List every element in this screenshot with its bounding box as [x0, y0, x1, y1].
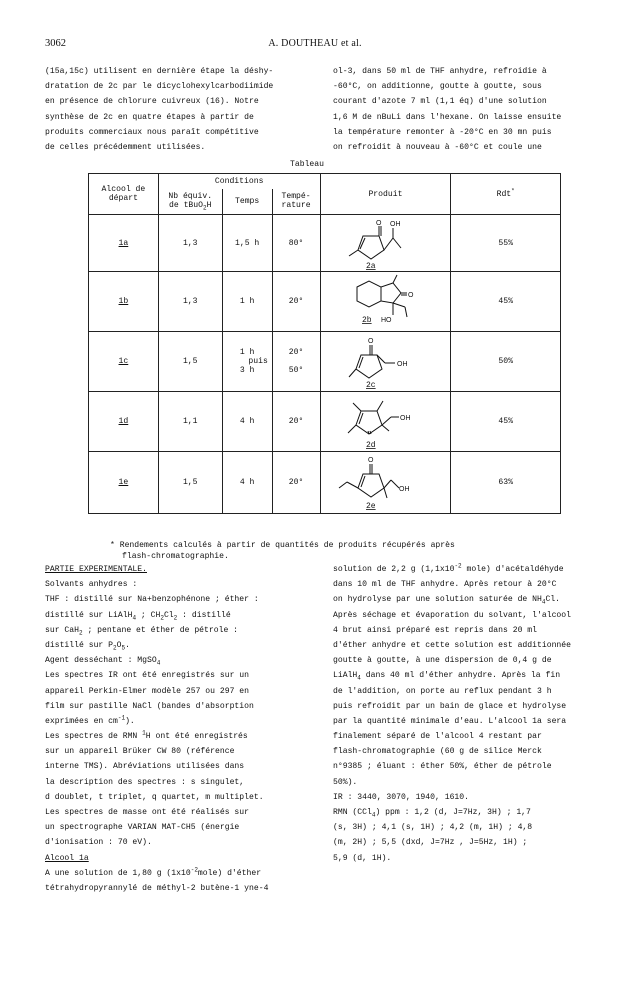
header-conditions: Conditions — [158, 174, 320, 189]
table-row — [89, 215, 561, 272]
section-title: PARTIE EXPERIMENTALE. — [45, 565, 147, 574]
results-table — [88, 173, 561, 514]
text-line: dans 10 ml de THF anhydre. Après retour à 20°C — [333, 580, 557, 590]
text-line: sur un appareil Brüker CW 80 (référence — [45, 747, 235, 757]
text-line: d doublet, t triplet, q quartet, m multiplet. — [45, 792, 264, 802]
page-number: 3062 — [45, 38, 66, 49]
equiv-value: 1,5 — [158, 452, 222, 514]
product-structure-cell — [320, 332, 451, 392]
yield-value: 45% — [451, 392, 561, 452]
text-line: synthèse de 2c en quatre étapes à partir de — [45, 112, 254, 122]
structure-2b-drawing — [335, 273, 435, 331]
text-line: LiAlH$_4$ dans 40 ml d'éther anhydre. Après la fin — [333, 671, 561, 682]
atom-label: OH — [397, 360, 408, 368]
header-equiv-line: de tBuO — [169, 201, 203, 211]
text-line: on hydrolyse par une solution saturée de $NH_4Cl$. — [333, 595, 561, 606]
product-structure-cell — [320, 452, 451, 514]
text-line: finalement séparé de l'alcool 4 restant par — [333, 732, 542, 742]
structure-2a-drawing — [335, 216, 435, 270]
alcool-id: 1b — [118, 297, 129, 306]
yield-value: 55% — [451, 215, 561, 272]
time-value: 4 h — [222, 392, 272, 452]
header-rdt — [451, 174, 561, 215]
yield-value: 50% — [451, 332, 561, 392]
text-line: THF : distillé sur Na+benzophénone ; éther : — [45, 595, 259, 605]
text-line: on refroidit à nouveau à -60°C et coule une — [333, 142, 542, 152]
text-line: la description des spectres : s singulet, — [45, 777, 245, 787]
temp-value: 20° — [272, 272, 320, 332]
time-connector: puis — [248, 357, 268, 366]
atom-label: O — [376, 220, 382, 227]
text-line: -60°C, on additionne, goutte à goutte, sous — [333, 82, 542, 92]
alcool-id: 1c — [118, 357, 129, 366]
alcool-id: 1d — [118, 417, 129, 426]
header-temperature — [272, 189, 320, 215]
text-line: Les spectres IR ont été enregistrés sur un — [45, 671, 249, 681]
alcool-id: 1a — [118, 238, 129, 248]
text-line: distillé sur $P_2O_5$. — [45, 640, 130, 652]
compound-label: 2c — [366, 380, 377, 390]
text-line: un spectrographe VARIAN MAT-CH5 (énergie — [45, 823, 240, 833]
atom-label: OH — [400, 414, 411, 422]
text-line: par la quantité minimale d'eau. L'alcool 1a sera — [333, 716, 567, 726]
text-line: distillé sur LiAlH$_4$ ; $CH_2Cl_2$ : distillé — [45, 610, 231, 622]
table-row — [89, 272, 561, 332]
product-structure-cell — [320, 392, 451, 452]
header-nb-equiv — [158, 189, 222, 215]
atom-label: O — [368, 456, 374, 464]
experimental-left-column — [45, 562, 268, 896]
header-alcool-line: Alcool de — [101, 185, 146, 194]
intro-right-column — [333, 64, 561, 155]
temp-value: 20° — [272, 392, 320, 452]
text-line: A une solution de 1,80 g $(1x10^{-2}mole)$ d'éther — [45, 866, 262, 878]
text-line: interne TMS). Abréviations utilisées dans — [45, 762, 245, 772]
compound-label: 2b — [362, 315, 373, 325]
equiv-value: 1,1 — [158, 392, 222, 452]
text-line: la température remonter à -20°C en 30 mn puis — [333, 127, 552, 137]
alcool-id: 1e — [118, 478, 129, 487]
equiv-value: 1,3 — [158, 215, 222, 272]
text-line: Après séchage et évaporation du solvant, l'alcool — [333, 610, 571, 620]
running-authors: A. DOUTHEAU et al. — [268, 38, 362, 49]
text-line: flash-chromatographie (60 g de silice Merck — [333, 747, 542, 757]
header-produit: Produit — [320, 174, 451, 215]
yield-value: 63% — [451, 452, 561, 514]
table-row — [89, 392, 561, 452]
structure-2e-drawing — [335, 454, 435, 512]
text-line: 50%). — [333, 777, 358, 787]
header-equiv-line: Nb équiv. — [168, 192, 213, 202]
intro-left-column — [45, 64, 273, 155]
header-temp-line: rature — [281, 201, 311, 211]
text-line: dratation de 2c par le dicyclohexylcarbodiimide — [45, 82, 274, 92]
text-line: en présence de chlorure cuivreux (16). Notre — [45, 97, 259, 107]
table-row — [89, 332, 561, 392]
footnote-line: * Rendements calculés à partir de quantités de produits récupérés après — [110, 541, 455, 550]
footnote-line: flash-chromatographie. — [122, 552, 229, 561]
text-line: film sur pastille NaCl (bandes d'absorption — [45, 701, 254, 711]
atom-label: O — [408, 291, 414, 299]
atom-label: HO — [381, 316, 392, 324]
text-line: IR : 3440, 3070, 1940, 1610. — [333, 792, 469, 802]
text-line: (15a,15c) utilisent en dernière étape la déshy- — [45, 67, 274, 76]
text-line: puis refroidit par un bain de glace et hydrolyse — [333, 701, 567, 711]
atom-label: O — [368, 337, 374, 345]
text-line: RMN (CCl$_4$) ppm : 1,2 (d, J=7Hz, 3H) ; 1,7 — [333, 808, 531, 819]
product-structure-cell — [320, 215, 451, 272]
temp-value: 80° — [272, 215, 320, 272]
structure-2d-drawing — [335, 393, 435, 451]
table-header-row — [89, 174, 561, 189]
temp-value-b: 50° — [288, 366, 304, 375]
yield-value: 45% — [451, 272, 561, 332]
time-value-b: 3 h — [239, 366, 255, 375]
text-line: d'éther anhydre et cette solution est additionnée — [333, 640, 571, 650]
text-line: (m, 2H) ; 5,5 (dxd, J=7Hz , J=5Hz, 1H) ; — [333, 838, 528, 848]
text-line: goutte à goutte, à une dispersion de 0,4 g de — [333, 656, 552, 666]
table-footnote — [110, 540, 455, 562]
header-rdt-label: Rdt — [496, 189, 512, 199]
text-line: appareil Perkin-Elmer modèle 257 ou 297 en — [45, 686, 249, 696]
time-value-a: 1 h — [239, 348, 255, 357]
equiv-value: 1,5 — [158, 332, 222, 392]
text-line: de l'addition, on porte au reflux pendant 3 h — [333, 686, 552, 696]
compound-label: 2d — [366, 440, 377, 450]
text-line: d'ionisation : 70 eV). — [45, 838, 152, 848]
temp-value: 20° — [272, 452, 320, 514]
text-line: n°9385 ; éluant : éther 50%, éther de pétrole — [333, 762, 552, 772]
time-value: 1 h — [222, 272, 272, 332]
text-line: 5,9 (d, 1H). — [333, 853, 392, 863]
text-line: tétrahydropyrannylé de méthyl-2 butène-1 yne-4 — [45, 883, 269, 893]
header-equiv-sub: 2 — [203, 204, 207, 212]
time-value: 4 h — [222, 452, 272, 514]
atom-label: OH — [390, 221, 401, 228]
time-value: 1,5 h — [222, 215, 272, 272]
product-structure-cell — [320, 272, 451, 332]
compound-label: 2a — [366, 262, 377, 270]
text-line: 1,6 M de nBuLi dans l'hexane. On laisse ensuite — [333, 112, 562, 122]
text-line: de celles précédemment utilisées. — [45, 142, 206, 152]
time-value — [222, 332, 272, 392]
text-line: solution de 2,2 g ($1,1x10^{-2}$ mole) d'acétaldéhyde — [333, 562, 564, 574]
header-rdt-mark: * — [511, 186, 515, 194]
header-equiv-line: H — [206, 201, 212, 211]
header-alcool-line: départ — [108, 194, 138, 203]
atom-label: OH — [399, 485, 410, 493]
temp-value-a: 20° — [288, 348, 304, 357]
text-line: exprimées en $cm^{-1}$). — [45, 714, 135, 726]
text-line: produits commerciaux nous paraît compétitive — [45, 127, 259, 137]
header-temps: Temps — [222, 189, 272, 215]
text-line: (s, 3H) ; 4,1 (s, 1H) ; 4,2 (m, 1H) ; 4,8 — [333, 823, 533, 833]
header-alcool — [89, 174, 159, 215]
header-temp-line: Tempé- — [281, 192, 311, 202]
running-header — [45, 38, 585, 52]
table-row — [89, 452, 561, 514]
text-line: 4 brut ainsi préparé est repris dans 20 ml — [333, 625, 537, 635]
text-line: ol-3, dans 50 ml de THF anhydre, refroidie à — [333, 67, 547, 76]
text-line: Solvants anhydres : — [45, 580, 138, 590]
text-line: courant d'azote 7 ml (1,1 éq) d'une solution — [333, 97, 547, 107]
equiv-value: 1,3 — [158, 272, 222, 332]
structure-2c-drawing — [335, 333, 435, 391]
text-line: Agent desséchant : MgSO$_4$ — [45, 656, 161, 667]
text-line: Les spectres de RMN $^1$H ont été enregistrés — [45, 729, 248, 742]
compound-label: 2e — [366, 501, 377, 511]
text-line: sur CaH$_2$ ; pentane et éther de pétrole : — [45, 625, 239, 637]
subsection-title: Alcool 1a — [45, 853, 89, 863]
text-line: Les spectres de masse ont été réalisés sur — [45, 808, 249, 817]
temp-value — [272, 332, 320, 392]
table-title: Tableau — [290, 160, 324, 169]
experimental-right-column — [333, 562, 571, 866]
